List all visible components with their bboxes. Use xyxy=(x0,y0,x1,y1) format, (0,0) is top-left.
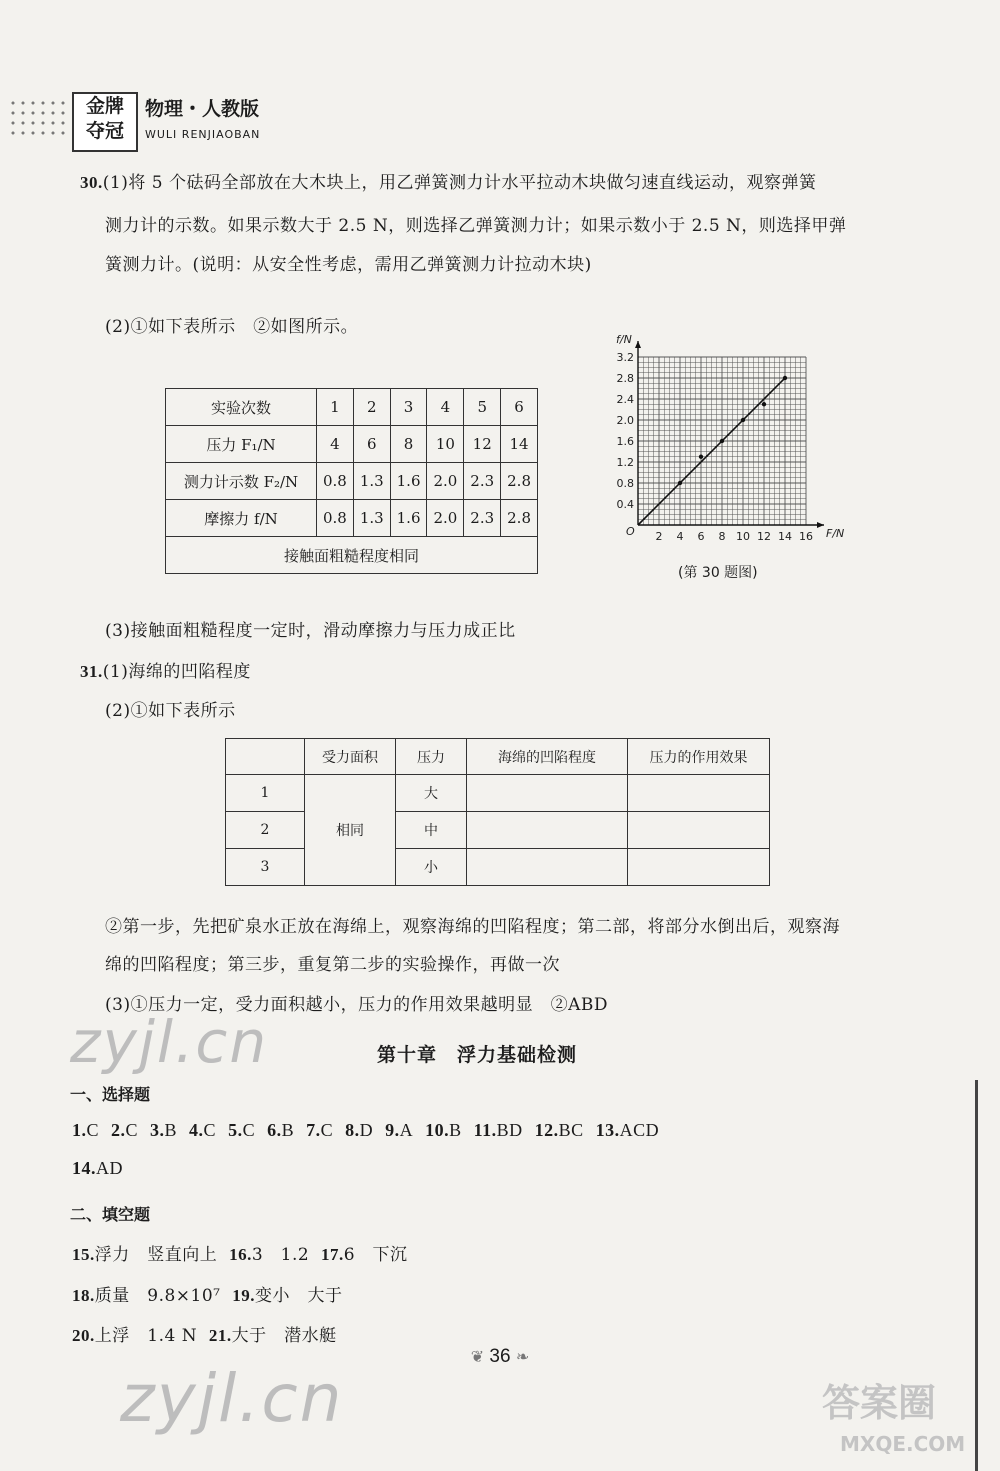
table-cell: 2 xyxy=(353,389,390,426)
table-cell xyxy=(467,812,628,849)
chapter-title: 第十章 浮力基础检测 xyxy=(377,1044,578,1066)
table-cell: 1.6 xyxy=(390,500,427,537)
q30-number: 30. xyxy=(80,173,103,192)
q31-text: (1)海绵的凹陷程度 xyxy=(102,662,251,682)
q30-line-2: 测力计的示数。如果示数大于 2.5 N，则选择乙弹簧测力计；如果示数小于 2.5 N，则选择甲弹 xyxy=(105,216,847,236)
book-subtitle: WULI RENJIAOBAN xyxy=(145,128,261,141)
table-cell: 1.3 xyxy=(353,463,390,500)
data-point xyxy=(762,402,766,406)
answer-value: C xyxy=(242,1120,256,1140)
answer-value: ACD xyxy=(619,1120,660,1140)
leaf-right-icon: ❧ xyxy=(515,1349,530,1366)
q31-part-2-step-1: ②第一步，先把矿泉水正放在海绵上，观察海绵的凹陷程度；第二部，将部分水倒出后，观察海 xyxy=(105,917,840,937)
y-tick-label: 0.4 xyxy=(616,498,634,511)
answer-value: A xyxy=(399,1120,414,1140)
leaf-left-icon: ❦ xyxy=(470,1349,485,1366)
answer-value: 大于 潜水艇 xyxy=(231,1326,337,1346)
table-cell: 1 xyxy=(317,389,354,426)
x-axis-label: F/N xyxy=(826,527,845,540)
answer-number: 10. xyxy=(425,1120,450,1140)
page-edge xyxy=(975,1080,978,1471)
table-cell: 2.3 xyxy=(464,463,501,500)
x-tick-label: 8 xyxy=(718,530,726,543)
answer-number: 19. xyxy=(232,1286,256,1305)
answer-value: AD xyxy=(96,1158,123,1178)
q30-line-3: 簧测力计。(说明：从安全性考虑，需用乙弹簧测力计拉动木块) xyxy=(105,255,592,275)
x-tick-label: 4 xyxy=(676,530,684,543)
q31-part-3: (3)①压力一定，受力面积越小，压力的作用效果越明显 ②ABD xyxy=(105,995,608,1015)
x-tick-label: 14 xyxy=(778,530,792,543)
answer-number: 21. xyxy=(208,1326,232,1345)
q30-part-2: (2)①如下表所示 ②如图所示。 xyxy=(105,317,359,337)
answer-number: 1. xyxy=(72,1120,87,1140)
row-label: 压力 F₁/N xyxy=(166,426,317,463)
data-point xyxy=(678,481,682,485)
x-tick-label: 10 xyxy=(736,530,750,543)
table-row xyxy=(226,739,770,775)
choice-answer xyxy=(189,1120,216,1140)
data-point xyxy=(720,439,724,443)
answer-value: C xyxy=(125,1120,139,1140)
table-cell: 2.8 xyxy=(501,463,538,500)
table-row xyxy=(226,775,770,812)
answer-value: C xyxy=(86,1120,100,1140)
table-cell: 大 xyxy=(396,775,467,812)
table-cell xyxy=(467,849,628,886)
watermark-top: zyjl.cn xyxy=(70,1008,269,1076)
answer-value: 浮力 竖直向上 xyxy=(94,1245,218,1265)
table-cell: 8 xyxy=(390,426,427,463)
choice-answer xyxy=(535,1120,584,1140)
q31-table xyxy=(225,738,770,886)
table-cell: 14 xyxy=(501,426,538,463)
table-cell: 6 xyxy=(501,389,538,426)
answer-value: BC xyxy=(558,1120,584,1140)
y-tick-label: 3.2 xyxy=(616,351,634,364)
table-header: 海绵的凹陷程度 xyxy=(467,739,628,775)
table-cell: 6 xyxy=(353,426,390,463)
table-cell: 1.3 xyxy=(353,500,390,537)
table-row xyxy=(166,500,538,537)
choice-answer xyxy=(150,1120,177,1140)
table-row xyxy=(166,426,538,463)
table-cell: 1 xyxy=(226,775,305,812)
row-label: 摩擦力 f/N xyxy=(166,500,317,537)
watermark-bottom: zyjl.cn xyxy=(120,1360,344,1437)
data-point xyxy=(741,418,745,422)
section-choice: 一、选择题 xyxy=(70,1085,151,1104)
x-tick-label: 16 xyxy=(799,530,813,543)
q30-part-3: (3)接触面粗糙程度一定时，滑动摩擦力与压力成正比 xyxy=(105,621,516,641)
choice-answer xyxy=(72,1120,99,1140)
answer-number: 8. xyxy=(345,1120,360,1140)
table-header: 压力的作用效果 xyxy=(628,739,770,775)
row-label: 测力计示数 F₂/N xyxy=(166,463,317,500)
table-cell: 5 xyxy=(464,389,501,426)
choice-answer xyxy=(111,1120,138,1140)
table-cell: 1.6 xyxy=(390,463,427,500)
table-header xyxy=(226,739,305,775)
choice-answer xyxy=(425,1120,462,1140)
logo-line-1: 金牌 xyxy=(85,95,124,117)
answer-value: B xyxy=(449,1120,462,1140)
q30-text: (1)将 5 个砝码全部放在大木块上，用乙弹簧测力计水平拉动木块做匀速直线运动，观察弹簧 xyxy=(102,173,817,193)
answer-number: 3. xyxy=(150,1120,165,1140)
choice-answer xyxy=(596,1120,660,1140)
table-header: 压力 xyxy=(396,739,467,775)
answer-value: D xyxy=(359,1120,374,1140)
table-cell xyxy=(628,812,770,849)
answer-number: 9. xyxy=(385,1120,400,1140)
x-axis-arrow xyxy=(817,522,824,528)
answer-value: 质量 9.8×10⁷ xyxy=(94,1286,221,1306)
q30-table xyxy=(165,388,538,574)
choice-answer-14 xyxy=(72,1158,135,1179)
answer-value: 变小 大于 xyxy=(255,1286,343,1306)
answer-value: C xyxy=(320,1120,334,1140)
table-header: 受力面积 xyxy=(305,739,396,775)
table-cell: 小 xyxy=(396,849,467,886)
watermark-corner-url: MXQE.COM xyxy=(840,1432,966,1456)
answer-value: 6 下沉 xyxy=(343,1245,408,1265)
q30-line-1 xyxy=(80,168,816,193)
x-tick-label: 12 xyxy=(757,530,771,543)
answer-number: 17. xyxy=(320,1245,344,1264)
choice-answers xyxy=(72,1120,671,1141)
choice-answer xyxy=(474,1120,523,1140)
answer-number: 14. xyxy=(72,1158,96,1178)
table-cell: 相同 xyxy=(305,775,396,886)
table-cell: 2.3 xyxy=(464,500,501,537)
choice-answer xyxy=(385,1120,413,1140)
decorative-dots xyxy=(8,98,68,138)
section-fill: 二、填空题 xyxy=(70,1205,151,1224)
answer-number: 15. xyxy=(72,1245,95,1264)
table-cell: 2.0 xyxy=(427,500,464,537)
q31-line-1 xyxy=(80,657,251,682)
table-cell xyxy=(628,775,770,812)
y-tick-label: 0.8 xyxy=(616,477,634,490)
origin-label: O xyxy=(626,525,635,538)
table-cell: 10 xyxy=(427,426,464,463)
table-row xyxy=(166,463,538,500)
table-cell: 2.8 xyxy=(501,500,538,537)
table-footer: 接触面粗糙程度相同 xyxy=(166,537,538,574)
table-cell: 3 xyxy=(390,389,427,426)
q31-part-2-step-2: 绵的凹陷程度；第三步，重复第二步的实验操作，再做一次 xyxy=(105,955,560,975)
answer-number: 20. xyxy=(72,1326,95,1345)
answer-number: 2. xyxy=(111,1120,126,1140)
logo-line-2: 夺冠 xyxy=(85,120,124,142)
answer-value: B xyxy=(164,1120,178,1140)
data-point xyxy=(699,455,703,459)
x-tick-label: 6 xyxy=(697,530,705,543)
table-cell: 0.8 xyxy=(317,500,354,537)
choice-answer xyxy=(345,1120,373,1140)
table-row xyxy=(166,389,538,426)
table-cell: 12 xyxy=(464,426,501,463)
table-cell: 4 xyxy=(317,426,354,463)
answer-value: C xyxy=(203,1120,217,1140)
f-vs-F-chart xyxy=(600,335,850,585)
table-cell: 0.8 xyxy=(317,463,354,500)
answer-number: 4. xyxy=(189,1120,204,1140)
answer-number: 7. xyxy=(306,1120,321,1140)
y-tick-label: 2.8 xyxy=(616,372,634,385)
answer-value: 上浮 1.4 N xyxy=(94,1326,198,1346)
y-tick-label: 2.0 xyxy=(616,414,634,427)
book-title: 物理・人教版 xyxy=(145,98,260,120)
table-cell: 中 xyxy=(396,812,467,849)
row-label: 实验次数 xyxy=(166,389,317,426)
choice-answer xyxy=(306,1120,333,1140)
answer-number: 12. xyxy=(534,1120,559,1140)
table-cell xyxy=(628,849,770,886)
x-tick-label: 2 xyxy=(655,530,663,543)
table-cell xyxy=(467,775,628,812)
answer-number: 13. xyxy=(595,1120,620,1140)
fill-line-1 xyxy=(72,1240,408,1265)
q31-part-2: (2)①如下表所示 xyxy=(105,701,236,721)
answer-number: 16. xyxy=(229,1245,252,1264)
answer-value: B xyxy=(281,1120,295,1140)
table-row xyxy=(166,537,538,574)
y-axis-arrow xyxy=(635,341,641,348)
fill-line-2 xyxy=(72,1281,343,1306)
answer-number: 6. xyxy=(267,1120,282,1140)
choice-answer xyxy=(228,1120,255,1140)
q31-number: 31. xyxy=(80,662,103,681)
page-number: 36 xyxy=(489,1346,511,1367)
answer-number: 18. xyxy=(72,1286,95,1305)
data-point xyxy=(783,376,787,380)
watermark-corner-logo: 答案圈 xyxy=(822,1381,937,1425)
table-cell: 3 xyxy=(226,849,305,886)
answer-value: BD xyxy=(496,1120,523,1140)
table-cell: 4 xyxy=(427,389,464,426)
table-cell: 2 xyxy=(226,812,305,849)
table-cell: 2.0 xyxy=(427,463,464,500)
y-tick-label: 2.4 xyxy=(616,393,634,406)
answer-value: 3 1.2 xyxy=(251,1245,310,1265)
y-tick-label: 1.2 xyxy=(616,456,634,469)
y-tick-label: 1.6 xyxy=(616,435,634,448)
y-axis-label: f/N xyxy=(616,335,632,346)
choice-answer xyxy=(267,1120,294,1140)
answer-number: 5. xyxy=(228,1120,243,1140)
fill-line-3 xyxy=(72,1321,337,1346)
brand-logo xyxy=(72,92,138,152)
answer-number: 11. xyxy=(473,1120,497,1140)
figure-caption: (第 30 题图) xyxy=(678,565,758,581)
